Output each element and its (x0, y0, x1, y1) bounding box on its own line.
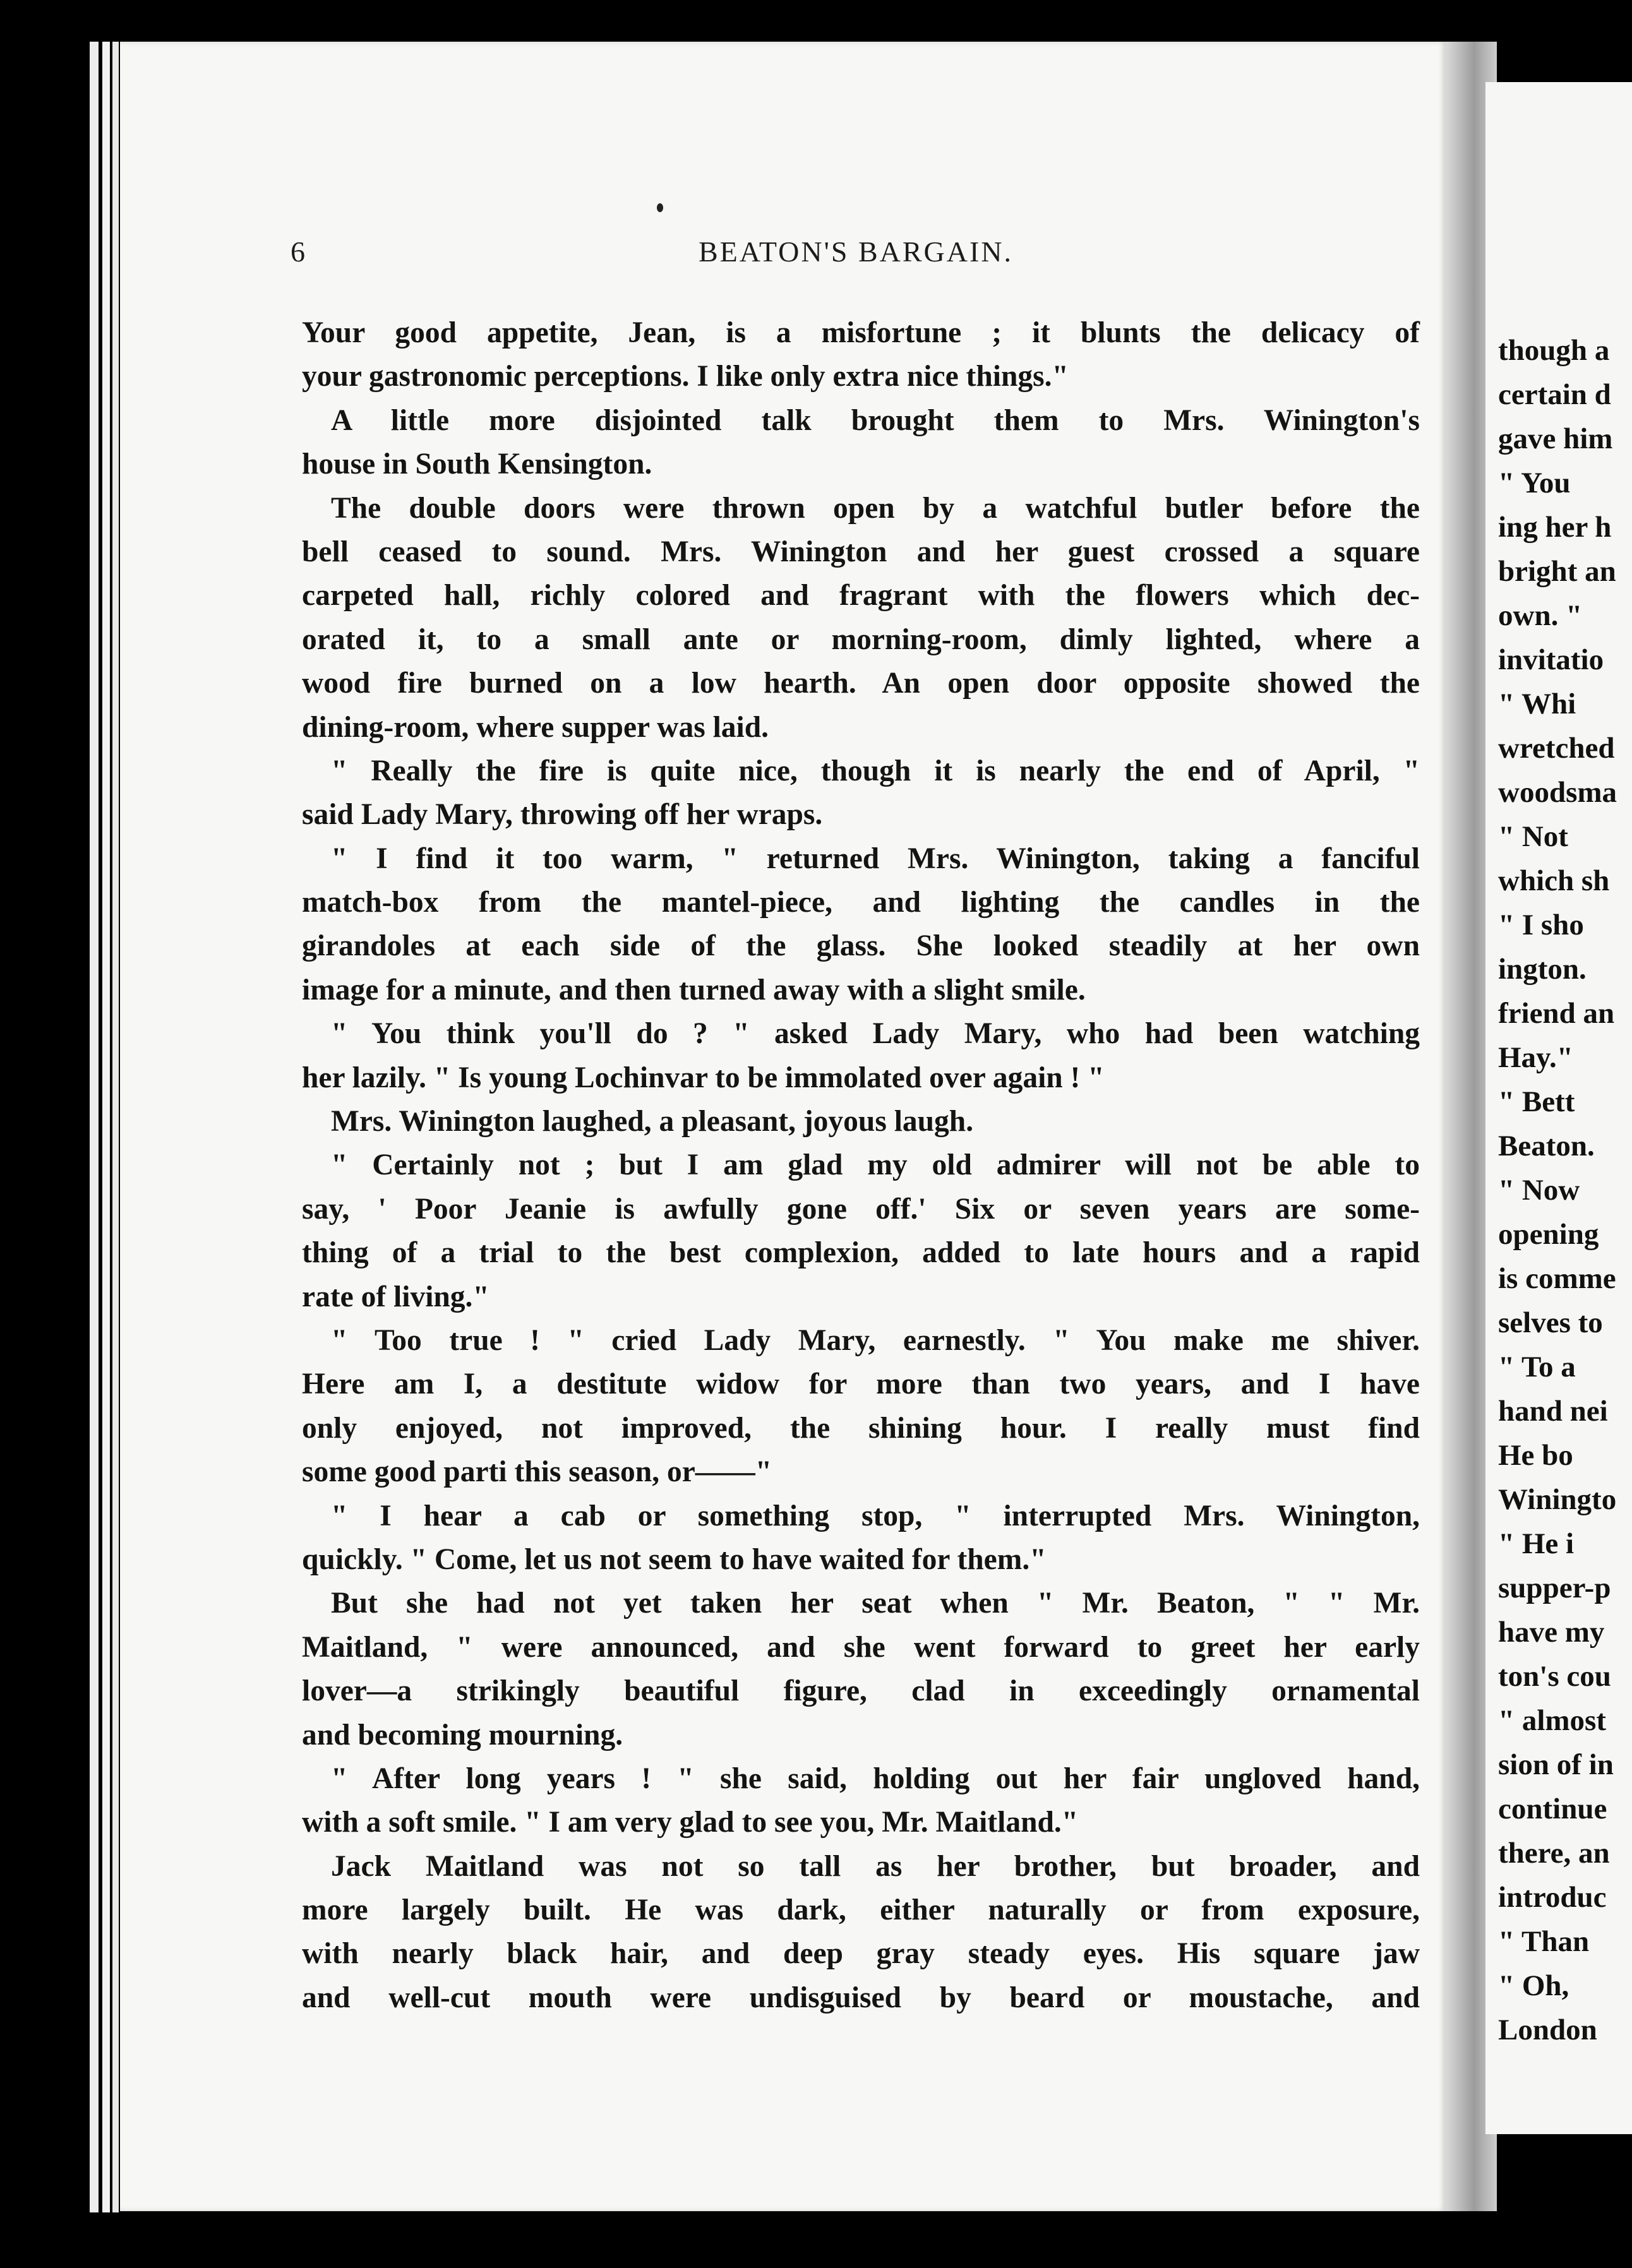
ink-speck (657, 203, 663, 212)
page-edge (102, 42, 110, 2212)
page-edge (90, 42, 99, 2212)
facing-text-line: have my (1498, 1616, 1605, 1649)
text-line: Maitland, " were announced, and she went forward to greet her early (302, 1630, 1420, 1664)
facing-text-line: certain d (1498, 378, 1611, 411)
facing-text-line: hand nei (1498, 1395, 1608, 1428)
text-line: thing of a trial to the best complexion, added to late hours and a rapid (302, 1236, 1420, 1270)
page-edge (112, 42, 119, 2212)
running-title: BEATON'S BARGAIN. (698, 236, 1014, 268)
text-line: lover—a strikingly beautiful figure, clad in exceedingly ornamental (302, 1674, 1420, 1708)
text-line: Mrs. Winington laughed, a pleasant, joyous laugh. (331, 1105, 974, 1138)
facing-text-line: " Whi (1498, 688, 1576, 720)
text-line: house in South Kensington. (302, 448, 652, 481)
facing-text-line: " I sho (1498, 909, 1584, 941)
facing-text-line: " Now (1498, 1174, 1580, 1207)
text-line: say, ' Poor Jeanie is awfully gone off.' Six or seven years are some- (302, 1192, 1420, 1226)
text-line: bell ceased to sound. Mrs. Winington and her guest crossed a square (302, 535, 1420, 568)
facing-text-line: " He i (1498, 1527, 1575, 1560)
facing-text-line: sion of in (1498, 1748, 1614, 1781)
text-line: " Too true ! " cried Lady Mary, earnestly. " You make me shiver. (331, 1323, 1420, 1357)
text-line: only enjoyed, not improved, the shining hour. I really must find (302, 1411, 1420, 1445)
facing-text-line: opening (1498, 1218, 1599, 1251)
facing-text-line: " To a (1498, 1351, 1576, 1383)
text-line: carpeted hall, richly colored and fragrant with the flowers which dec- (302, 579, 1420, 612)
text-line: image for a minute, and then turned away with a slight smile. (302, 973, 1086, 1006)
text-line: " Really the fire is quite nice, though it is nearly the end of April, " (331, 754, 1420, 787)
body-text (302, 311, 1420, 2020)
text-line: wood fire burned on a low hearth. An open door opposite showed the (302, 667, 1420, 700)
facing-text-line: " Not (1498, 820, 1568, 853)
facing-page-text (1498, 328, 1632, 2052)
text-line: and becoming mourning. (302, 1718, 623, 1752)
text-line: " I hear a cab or something stop, " interrupted Mrs. Winington, (331, 1499, 1420, 1532)
text-line: with a soft smile. " I am very glad to see you, Mr. Maitland." (302, 1806, 1079, 1839)
facing-text-line: ing her h (1498, 511, 1612, 544)
text-line: rate of living." (302, 1280, 489, 1313)
text-line: Here am I, a destitute widow for more than two years, and I have (302, 1368, 1420, 1401)
text-line: But she had not yet taken her seat when " Mr. Beaton, " " Mr. (331, 1587, 1420, 1620)
page-header (291, 235, 1421, 285)
text-line: her lazily. " Is young Lochinvar to be immolated over again ! " (302, 1061, 1105, 1094)
text-line: The double doors were thrown open by a watchful butler before the (331, 491, 1420, 525)
text-line: more largely built. He was dark, either naturally or from exposure, (302, 1894, 1420, 1927)
page-number: 6 (291, 236, 307, 268)
text-line: girandoles at each side of the glass. She looked steadily at her own (302, 929, 1420, 963)
facing-text-line: wretched (1498, 732, 1615, 765)
facing-text-line: introduc (1498, 1881, 1607, 1914)
text-line: " You think you'll do ? " asked Lady Mary, who had been watching (331, 1017, 1420, 1051)
facing-text-line: Hay." (1498, 1041, 1573, 1074)
facing-text-line: supper-p (1498, 1572, 1611, 1604)
text-line: " Certainly not ; but I am glad my old admirer will not be able to (331, 1149, 1420, 1182)
facing-text-line: invitatio (1498, 643, 1604, 676)
facing-text-line: continue (1498, 1793, 1607, 1825)
facing-text-line: " Oh, (1498, 1969, 1569, 2002)
facing-text-line: which sh (1498, 864, 1610, 897)
facing-text-line: " Than (1498, 1925, 1590, 1958)
facing-text-line: own. " (1498, 599, 1583, 632)
text-line: orated it, to a small ante or morning-room, dimly lighted, where a (302, 623, 1420, 656)
facing-text-line: gave him (1498, 422, 1613, 455)
text-line: Your good appetite, Jean, is a misfortune ; it blunts the delicacy of (302, 316, 1420, 349)
text-line: A little more disjointed talk brought them to Mrs. Winington's (331, 403, 1420, 437)
text-line: match-box from the mantel-piece, and lighting the candles in the (302, 886, 1420, 919)
facing-text-line: " Bett (1498, 1085, 1575, 1118)
text-line: your gastronomic perceptions. I like only extra nice things." (302, 360, 1069, 393)
text-line: dining-room, where supper was laid. (302, 710, 769, 744)
facing-text-line: though a (1498, 334, 1610, 367)
facing-text-line: there, an (1498, 1837, 1610, 1870)
facing-text-line: bright an (1498, 555, 1616, 588)
text-line: some good parti this season, or——" (302, 1455, 772, 1489)
facing-text-line: " almost (1498, 1704, 1606, 1737)
facing-text-line: He bo (1498, 1439, 1573, 1472)
facing-text-line: is comme (1498, 1262, 1616, 1295)
facing-text-line: London (1498, 2014, 1597, 2046)
text-line: " After long years ! " she said, holding out her fair ungloved hand, (331, 1762, 1420, 1795)
text-line: said Lady Mary, throwing off her wraps. (302, 798, 823, 832)
facing-text-line: ton's cou (1498, 1660, 1611, 1693)
facing-text-line: Winingto (1498, 1483, 1617, 1516)
facing-text-line: friend an (1498, 997, 1615, 1030)
facing-text-line: " You (1498, 467, 1571, 499)
text-line: with nearly black hair, and deep gray steady eyes. His square jaw (302, 1937, 1420, 1971)
facing-text-line: selves to (1498, 1306, 1603, 1339)
facing-text-line: Beaton. (1498, 1130, 1595, 1162)
facing-text-line: woodsma (1498, 776, 1617, 809)
facing-text-line: ington. (1498, 953, 1587, 986)
text-line: Jack Maitland was not so tall as her brother, but broader, and (331, 1849, 1420, 1883)
text-line: " I find it too warm, " returned Mrs. Winington, taking a fanciful (331, 842, 1420, 875)
text-line: quickly. " Come, let us not seem to have waited for them." (302, 1543, 1047, 1576)
text-line: and well-cut mouth were undisguised by beard or moustache, and (302, 1981, 1420, 2014)
